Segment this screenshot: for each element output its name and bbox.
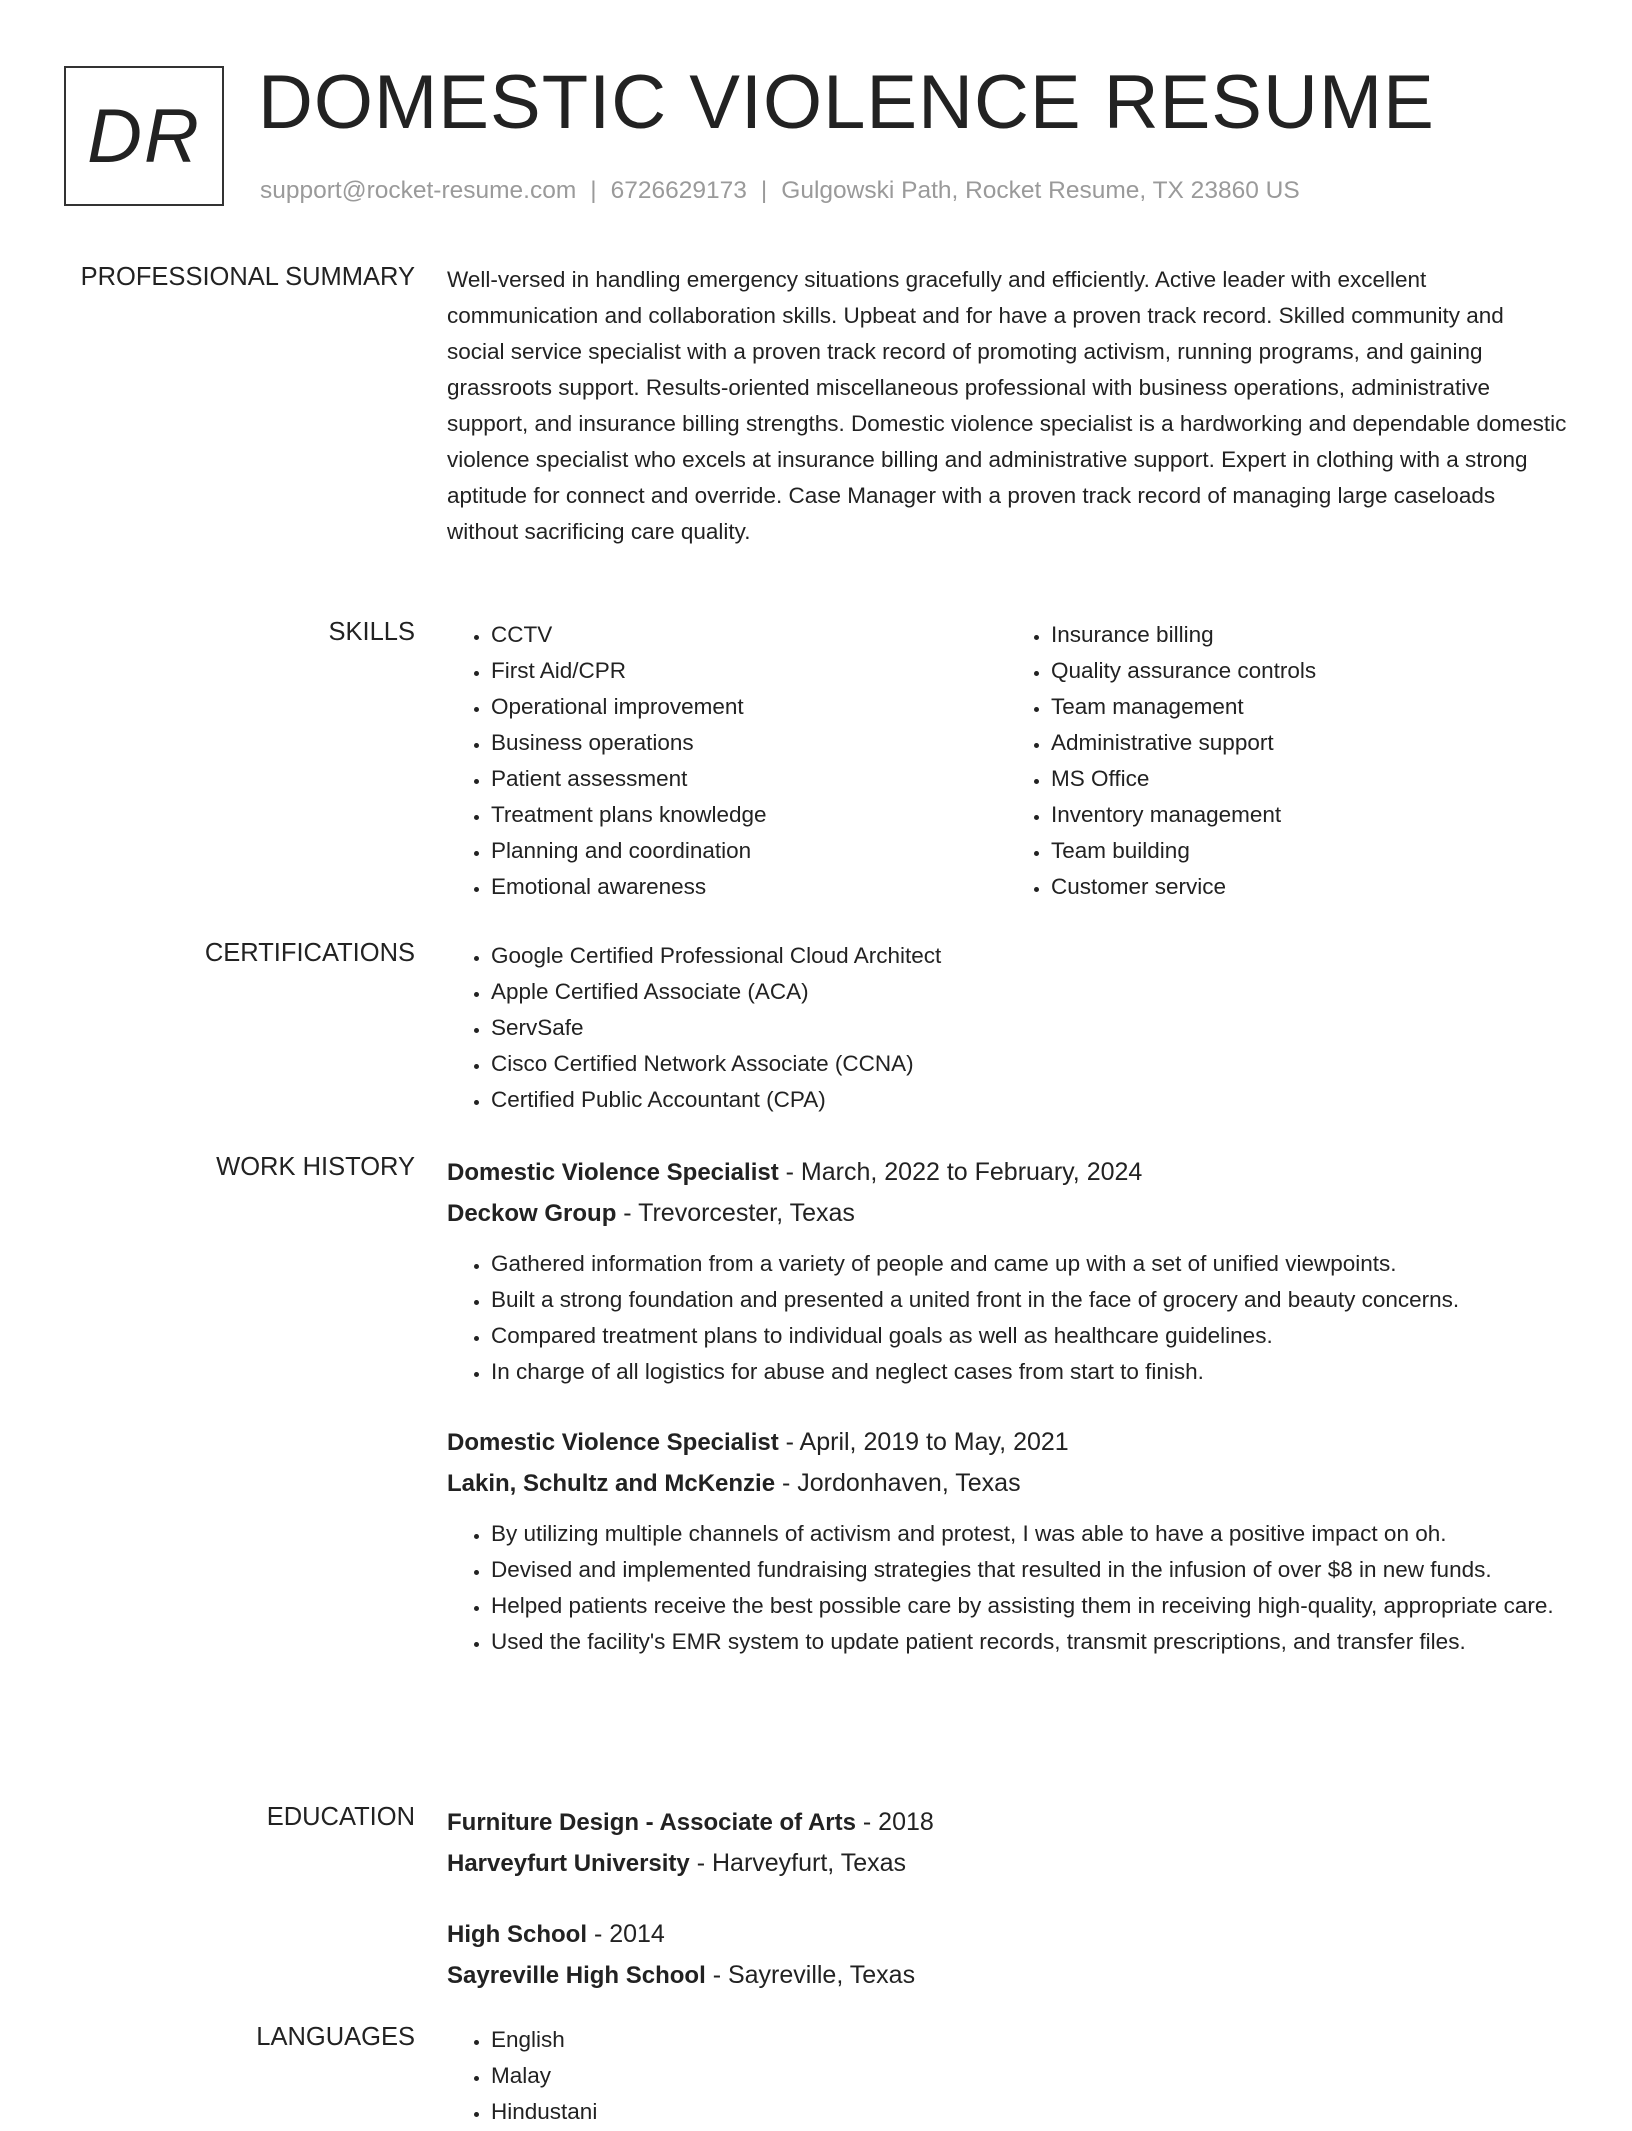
contact-email: support@rocket-resume.com	[260, 177, 577, 204]
skill-item: • Emotional awareness	[491, 869, 1007, 905]
job-duty: • Gathered information from a variety of people and came up with a set of unified viewpoints.	[491, 1246, 1567, 1282]
contact-address: Gulgowski Path, Rocket Resume, TX 23860 US	[781, 177, 1300, 204]
degree-name: High School	[447, 1921, 587, 1948]
certification-item: • ServSafe	[491, 1010, 1567, 1046]
job-duty: • Helped patients receive the best possible care by assisting them in receiving high-quality, appropriate care.	[491, 1588, 1567, 1624]
section-label-summary: PROFESSIONAL SUMMARY	[80, 263, 415, 291]
degree-name: Furniture Design - Associate of Arts	[447, 1809, 856, 1836]
skill-item: • Administrative support	[1051, 725, 1567, 761]
skill-item: • First Aid/CPR	[491, 653, 1007, 689]
school-name: Sayreville High School	[447, 1962, 706, 1989]
contact-phone: 6726629173	[610, 177, 747, 204]
job-company: Deckow Group	[447, 1200, 617, 1227]
school-name: Harveyfurt University	[447, 1850, 690, 1877]
degree-year: - 2018	[855, 1808, 934, 1836]
job-duties-list	[447, 1246, 1567, 1390]
job-title-line	[447, 1152, 1567, 1193]
school-line	[447, 1955, 1567, 1996]
school-line	[447, 1843, 1567, 1884]
job-company-line	[447, 1193, 1567, 1234]
job-duty: • Devised and implemented fundraising strategies that resulted in the infusion of over $8 in new funds.	[491, 1552, 1567, 1588]
skill-item: • Inventory management	[1051, 797, 1567, 833]
skill-item: • Team management	[1051, 689, 1567, 725]
language-item: • Malay	[491, 2058, 1567, 2094]
job-title: Domestic Violence Specialist	[447, 1159, 779, 1186]
job-duty: • In charge of all logistics for abuse and neglect cases from start to finish.	[491, 1354, 1567, 1390]
language-item: • Hindustani	[491, 2094, 1567, 2130]
skills-list-right	[1007, 617, 1567, 905]
summary-text: Well-versed in handling emergency situations gracefully and efficiently. Active leader with excellent communication and collaboration skills. Upbeat and for have a proven track record. Skilled community and social service specialist with a proven track record of promoting activism, running programs, and gaining grassroots support. Results-oriented miscellaneous professional with business operations, administrative support, and insurance billing strengths. Domestic violence specialist is a hardworking and dependable domestic violence specialist who excels at insurance billing and administrative support. Expert in clothing with a strong aptitude for connect and override. Case Manager with a proven track record of managing large caseloads without sacrificing care quality.	[447, 267, 1567, 544]
job-duty: • By utilizing multiple channels of activism and protest, I was able to have a positive impact on oh.	[491, 1516, 1567, 1552]
certification-item: • Google Certified Professional Cloud Architect	[491, 938, 1567, 974]
section-label-languages: LANGUAGES	[256, 2023, 415, 2051]
section-label-skills: SKILLS	[328, 618, 415, 646]
job-title-line	[447, 1422, 1567, 1463]
job-dates: - April, 2019 to May, 2021	[778, 1428, 1069, 1456]
contact-separator: |	[760, 177, 768, 204]
skill-item: • Quality assurance controls	[1051, 653, 1567, 689]
degree-line	[447, 1802, 1567, 1843]
initials-monogram: DR	[64, 66, 224, 206]
job-duties-list	[447, 1516, 1567, 1660]
skill-item: • Planning and coordination	[491, 833, 1007, 869]
certification-item: • Apple Certified Associate (ACA)	[491, 974, 1567, 1010]
job-title: Domestic Violence Specialist	[447, 1429, 779, 1456]
skill-item: • Operational improvement	[491, 689, 1007, 725]
skill-item: • Treatment plans knowledge	[491, 797, 1007, 833]
skill-item: • Patient assessment	[491, 761, 1007, 797]
job-duty: • Compared treatment plans to individual goals as well as healthcare guidelines.	[491, 1318, 1567, 1354]
skill-item: • MS Office	[1051, 761, 1567, 797]
section-label-education: EDUCATION	[266, 1803, 415, 1831]
certification-item: • Cisco Certified Network Associate (CCNA)	[491, 1046, 1567, 1082]
skill-item: • Insurance billing	[1051, 617, 1567, 653]
skills-list-left	[447, 617, 1007, 905]
section-label-certifications: CERTIFICATIONS	[204, 939, 415, 967]
languages-list	[447, 2022, 1567, 2130]
school-location: - Harveyfurt, Texas	[689, 1849, 907, 1877]
skill-item: • Customer service	[1051, 869, 1567, 905]
skill-item: • CCTV	[491, 617, 1007, 653]
contact-separator: |	[590, 177, 597, 204]
job-company: Lakin, Schultz and McKenzie	[447, 1470, 776, 1497]
contact-line	[260, 176, 1300, 206]
certifications-list	[447, 938, 1567, 1118]
school-location: - Sayreville, Texas	[705, 1961, 916, 1989]
degree-year: - 2014	[587, 1920, 665, 1948]
degree-line	[447, 1914, 1567, 1955]
resume-title: DOMESTIC VIOLENCE RESUME	[258, 60, 1435, 145]
job-location: - Trevorcester, Texas	[616, 1199, 855, 1227]
job-duty: • Used the facility's EMR system to update patient records, transmit prescriptions, and transfer files.	[491, 1624, 1567, 1660]
skill-item: • Team building	[1051, 833, 1567, 869]
job-duty: • Built a strong foundation and presented a united front in the face of grocery and beauty concerns.	[491, 1282, 1567, 1318]
job-dates: - March, 2022 to February, 2024	[778, 1158, 1143, 1186]
language-item: • English	[491, 2022, 1567, 2058]
skill-item: • Business operations	[491, 725, 1007, 761]
job-company-line	[447, 1463, 1567, 1504]
section-label-work-history: WORK HISTORY	[216, 1153, 415, 1181]
certification-item: • Certified Public Accountant (CPA)	[491, 1082, 1567, 1118]
job-location: - Jordonhaven, Texas	[775, 1469, 1021, 1497]
